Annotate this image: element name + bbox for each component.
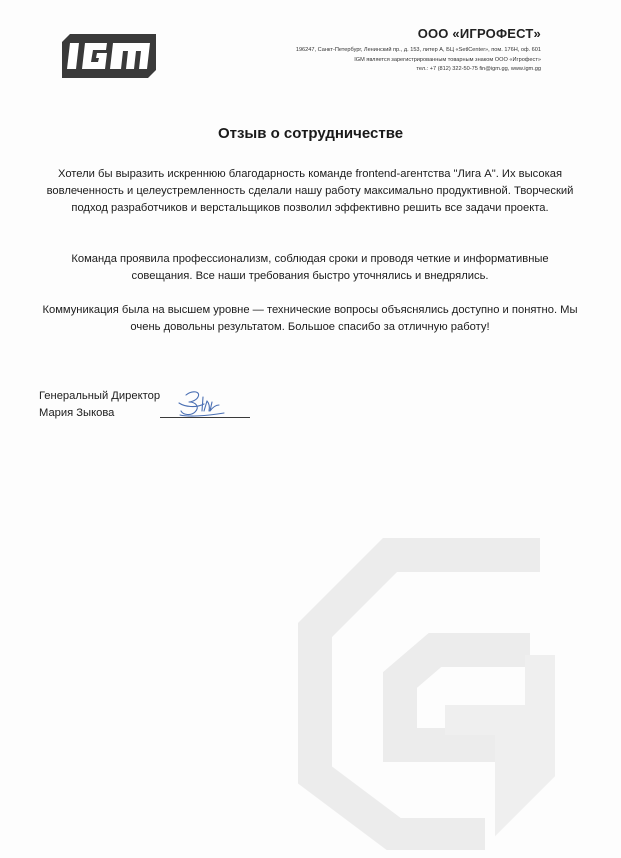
document-title: Отзыв о сотрудничестве [217, 125, 404, 142]
signer-block [39, 388, 160, 422]
company-details [241, 26, 541, 75]
paragraph-communication: Коммуникация была на высшем уровне — технические вопросы объяснялись доступно и понятно. Мы очень довольны результатом. Большое спасибо за отличную работу! [42, 304, 578, 333]
company-name: ООО «ИГРОФЕСТ» [417, 26, 541, 41]
igm-watermark-icon [285, 530, 555, 850]
paragraph-professionalism: Команда проявила профессионализм, соблюдая сроки и проводя четкие и информативные совещания. Все наши требования быстро уточнялись и внедрялись. [71, 253, 549, 282]
igm-logo [62, 34, 156, 78]
company-address: 196247, Санкт-Петербург, Ленинский пр., д. 153, литер А, БЦ «SetlCenter», пом. 176Н, оф. 601 [295, 47, 541, 53]
signature-line [160, 417, 250, 418]
signer-name: Мария Зыкова [39, 407, 115, 419]
trademark-notice: IGM является зарегистрированным товарным знаком ООО «Игрофест» [354, 56, 541, 63]
company-contacts: тел.: +7 (812) 322-50-75 fin@igm.gg, www.igm.gg [416, 66, 541, 73]
paragraph-gratitude: Хотели бы выразить искреннюю благодарность команде frontend-агентства "Лига А". Их высокая вовлеченность и целеустремленность сделали нашу работу максимально продуктивной. Творческий подход разработчиков и верстальщиков позволил эффективно решить все задачи проекта. [46, 168, 574, 214]
signer-position: Генеральный Директор [39, 390, 161, 402]
handwritten-signature [176, 389, 231, 419]
